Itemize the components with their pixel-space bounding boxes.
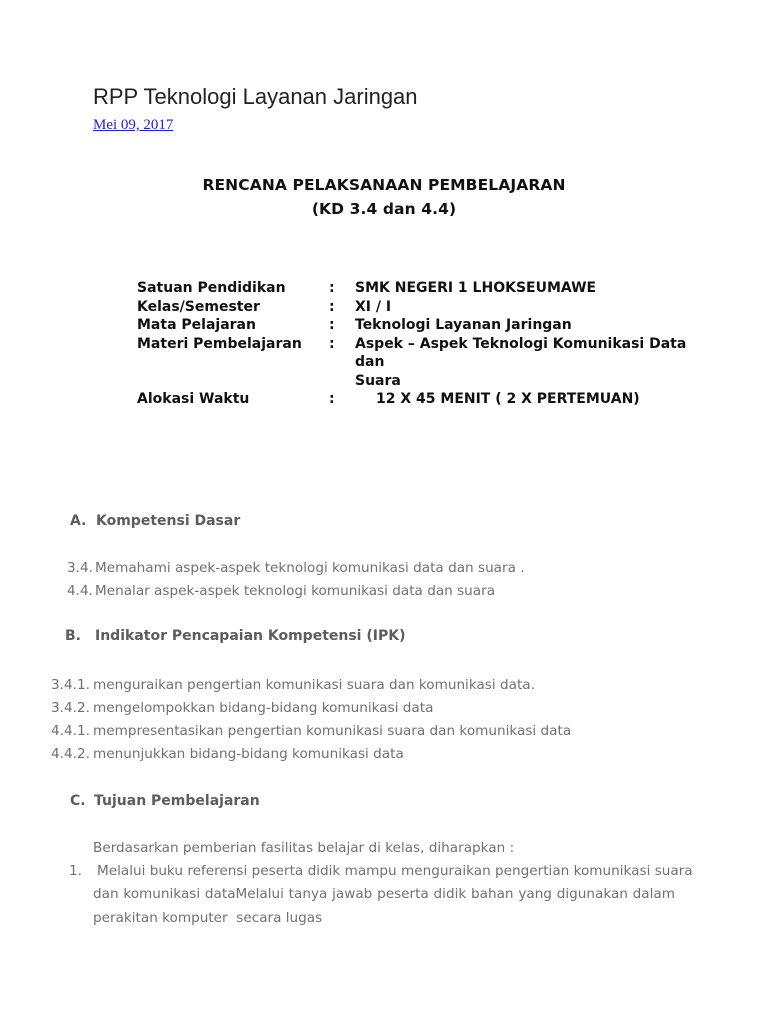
post-title: RPP Teknologi Layanan Jaringan <box>93 84 418 109</box>
list-item-number: 4.4.2. <box>51 746 90 762</box>
document-subheading: (KD 3.4 dan 4.4) <box>311 200 457 218</box>
identity-colon: : <box>329 298 335 315</box>
identity-value: SMK NEGERI 1 LHOKSEUMAWE <box>355 280 597 296</box>
identity-value: 12 X 45 MENIT ( 2 X PERTEMUAN) <box>376 391 640 407</box>
list-item-number: 3.4.1. <box>51 677 90 693</box>
list-item <box>51 677 535 693</box>
section-b-heading <box>65 628 405 644</box>
identity-row <box>137 279 717 298</box>
identity-row <box>137 298 717 317</box>
identity-value: Teknologi Layanan Jaringan <box>355 317 572 333</box>
list-item-text: menguraikan pengertian komunikasi suara dan komunikasi data. <box>93 677 535 693</box>
identity-row <box>137 335 717 391</box>
section-title: Tujuan Pembelajaran <box>94 793 260 809</box>
section-marker: C. <box>70 793 86 809</box>
list-item-number: 3.4. <box>67 560 93 576</box>
list-item-number: 4.4. <box>67 583 93 599</box>
post-date-link[interactable]: Mei 09, 2017 <box>93 117 174 133</box>
list-item <box>67 560 525 576</box>
identity-row <box>137 390 717 409</box>
list-item-text: Menalar aspek-aspek teknologi komunikasi data dan suara <box>95 583 496 599</box>
list-item-text: menunjukkan bidang-bidang komunikasi data <box>93 746 404 762</box>
document-heading: RENCANA PELAKSANAAN PEMBELAJARAN <box>202 176 566 194</box>
identity-label: Satuan Pendidikan <box>137 280 286 296</box>
list-item-text: mempresentasikan pengertian komunikasi suara dan komunikasi data <box>93 723 572 739</box>
list-item-number: 4.4.1. <box>51 723 90 739</box>
list-item <box>51 746 404 762</box>
section-c-heading <box>70 793 260 809</box>
identity-value: XI / I <box>355 298 392 315</box>
section-title: Kompetensi Dasar <box>96 513 241 529</box>
paragraph-line: dan komunikasi dataMelalui tanya jawab peserta didik bahan yang digunakan dalam <box>93 886 675 903</box>
list-item-text: mengelompokkan bidang-bidang komunikasi data <box>93 700 434 716</box>
list-item-text <box>93 860 693 930</box>
identity-value-line: Aspek – Aspek Teknologi Komunikasi Data dan <box>355 335 687 370</box>
identity-label: Kelas/Semester <box>137 298 260 315</box>
identity-colon: : <box>329 280 335 296</box>
section-title: Indikator Pencapaian Kompetensi (IPK) <box>95 628 406 644</box>
paragraph-line: perakitan komputer secara lugas <box>93 909 323 926</box>
identity-colon: : <box>329 391 335 407</box>
list-item-number: 3.4.2. <box>51 700 90 716</box>
section-marker: B. <box>65 628 81 644</box>
identity-label: Materi Pembelajaran <box>137 335 302 352</box>
identity-label: Mata Pelajaran <box>137 317 256 333</box>
identity-value <box>355 335 705 391</box>
section-marker: A. <box>70 513 87 529</box>
list-item <box>51 723 571 739</box>
list-item-number: 1. <box>69 863 82 879</box>
identity-table <box>137 279 717 409</box>
identity-row <box>137 316 717 335</box>
section-a-heading <box>70 513 240 529</box>
identity-value-line: Suara <box>355 372 401 389</box>
list-item-text: Memahami aspek-aspek teknologi komunikasi data dan suara . <box>95 560 525 576</box>
paragraph-line: Melalui buku referensi peserta didik mampu menguraikan pengertian komunikasi suara <box>97 863 693 879</box>
paragraph-intro: Berdasarkan pemberian fasilitas belajar di kelas, diharapkan : <box>93 840 515 856</box>
list-item <box>67 583 495 599</box>
list-item <box>51 700 433 716</box>
identity-label: Alokasi Waktu <box>137 391 250 407</box>
identity-colon: : <box>329 317 335 333</box>
identity-colon: : <box>329 335 335 352</box>
